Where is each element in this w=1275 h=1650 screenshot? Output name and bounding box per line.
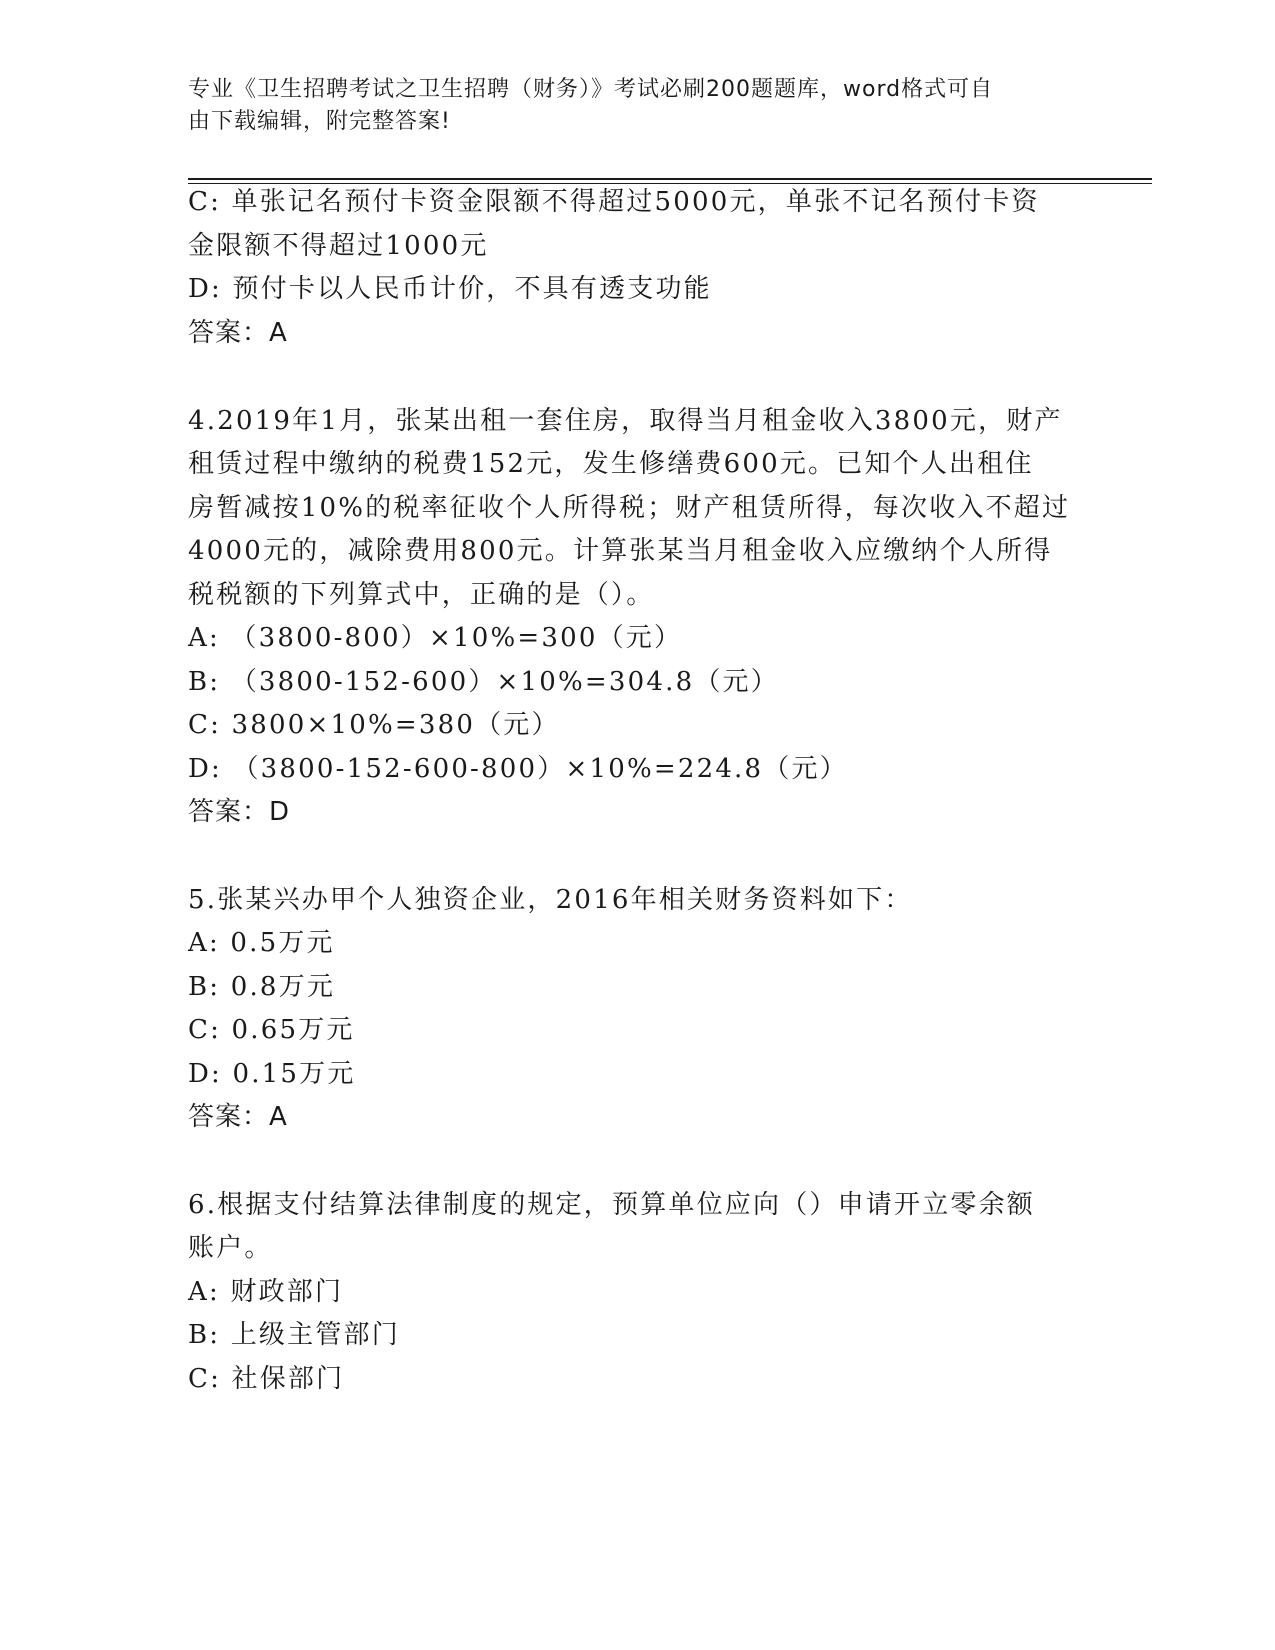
q5-answer: 答案：A (188, 1102, 288, 1132)
q5-stem: 5.张某兴办甲个人独资企业，2016年相关财务资料如下： (188, 885, 913, 915)
q5-option-b: B: 0.8万元 (188, 972, 336, 1002)
document-header (188, 74, 1068, 138)
q5-option-a: A: 0.5万元 (188, 928, 335, 958)
header-line-2: 由下载编辑，附完整答案! (188, 109, 451, 134)
q4-stem-line-5: 税税额的下列算式中，正确的是（）。 (188, 580, 655, 610)
q6-option-a: A: 财政部门 (188, 1277, 344, 1307)
q3-option-c-line-2: 金限额不得超过1000元 (188, 231, 489, 261)
q4-option-b: B: （3800-152-600）×10%=304.8（元） (188, 667, 779, 697)
q6-stem-line-2: 账户。 (188, 1233, 273, 1263)
q4-stem-line-1: 4.2019年1月，张某出租一套住房，取得当月租金收入3800元，财产 (188, 406, 1063, 436)
q4-stem-line-2: 租赁过程中缴纳的税费152元，发生修缮费600元。已知个人出租住 (188, 449, 1034, 479)
header-rule-thin (188, 183, 1152, 184)
q4-option-d: D: （3800-152-600-800）×10%=224.8（元） (188, 754, 848, 784)
q5-option-d: D: 0.15万元 (188, 1059, 356, 1089)
q6-stem-line-1: 6.根据支付结算法律制度的规定，预算单位应向（）申请开立零余额 (188, 1190, 1036, 1220)
q4-answer: 答案：D (188, 797, 291, 827)
q4-stem-line-3: 房暂减按10%的税率征收个人所得税；财产租赁所得，每次收入不超过 (188, 493, 1071, 523)
q5-option-c: C: 0.65万元 (188, 1015, 355, 1045)
q6-option-c: C: 社保部门 (188, 1364, 345, 1394)
q3-option-d: D: 预付卡以人民币计价，不具有透支功能 (188, 274, 712, 304)
q4-option-c: C: 3800×10%=380（元） (188, 710, 560, 740)
q3-answer: 答案：A (188, 318, 288, 348)
q4-stem-line-4: 4000元的，减除费用800元。计算张某当月租金收入应缴纳个人所得 (188, 536, 1053, 566)
q3-option-c-line-1: C: 单张记名预付卡资金限额不得超过5000元，单张不记名预付卡资 (188, 187, 1040, 217)
q4-option-a: A: （3800-800）×10%=300（元） (188, 623, 683, 653)
q6-option-b: B: 上级主管部门 (188, 1320, 400, 1350)
header-line-1: 专业《卫生招聘考试之卫生招聘（财务）》考试必刷200题题库，word格式可自 (188, 77, 994, 102)
header-rule-thick (188, 178, 1152, 180)
